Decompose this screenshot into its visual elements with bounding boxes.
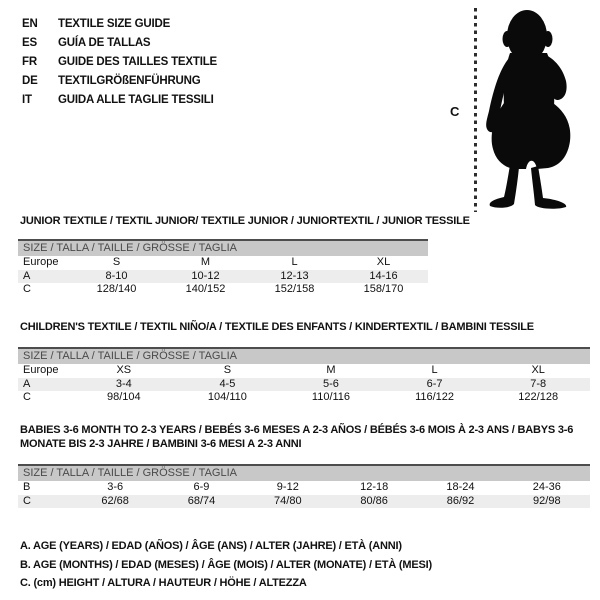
footnote: A. AGE (YEARS) / EDAD (AÑOS) / ÂGE (ANS) / ALTER (JAHRE) / ETÀ (ANNI) [20,540,402,552]
table-row [18,270,428,284]
table-row [18,364,590,378]
language-guide-title: TEXTILE SIZE GUIDE [58,18,171,30]
size-cell: S [112,256,121,268]
language-row [22,53,217,72]
size-header-bar: SIZE / TALLA / TAILLE / GRÖSSE / TAGLIA [18,465,590,481]
size-cell: 92/98 [504,495,590,509]
footnote: B. AGE (MONTHS) / EDAD (MESES) / ÂGE (MOIS) / ALTER (MONATE) / ETÀ (MESI) [20,558,432,571]
size-cell: 62/68 [72,495,158,509]
babies-size-table [18,464,590,508]
size-cell: 98/104 [106,391,141,403]
language-guide-title: GUIDA ALLE TAGLIE TESSILI [58,94,214,106]
section-title-babies: BABIES 3-6 MONTH TO 2-3 YEARS / BEBÉS 3-6 MESES A 2-3 AÑOS / BÉBÉS 3-6 MOIS À 2-3 ANS / BABYS 3-6 MONATE BIS 2-3 JAHRE / BAMBINI 3-6 MESI A 2-3 ANNI [20,424,574,450]
size-header-bar: SIZE / TALLA / TAILLE / GRÖSSE / TAGLIA [18,348,590,364]
table-row [18,256,428,270]
size-cell: 158/170 [363,283,404,295]
junior-size-table [18,239,428,297]
language-code: DE [22,75,38,87]
language-row [22,34,217,53]
size-cell: 18-24 [446,481,475,493]
size-cell: 9-12 [276,481,299,493]
language-code: ES [22,37,37,49]
language-title-list [22,15,217,110]
size-cell: 74/80 [245,495,331,509]
table-row [18,495,590,509]
row-label: Europe [23,364,59,376]
language-row [22,15,217,34]
language-guide-title: TEXTILGRÖßENFÜHRUNG [58,75,201,87]
language-code: FR [22,56,37,68]
table-row [18,283,428,297]
footnote: C. (cm) HEIGHT / ALTURA / HAUTEUR / HÖHE / ALTEZZA [20,577,307,589]
language-guide-title: GUÍA DE TALLAS [58,37,151,49]
row-label: C [18,495,72,509]
row-label: Europe [23,256,59,268]
size-cell: 3-6 [107,481,124,493]
size-cell: 68/74 [158,495,244,509]
row-label: B [23,481,31,493]
size-cell: 140/152 [185,283,226,295]
height-measure-label: C [450,104,460,119]
size-cell: 116/122 [415,391,455,403]
size-cell: 24-36 [532,481,561,493]
size-cell: XL [531,364,545,376]
footnote-legend [20,537,432,593]
size-cell: 12-18 [360,481,389,493]
size-cell: 3-4 [72,378,176,392]
size-header-bar: SIZE / TALLA / TAILLE / GRÖSSE / TAGLIA [18,240,428,256]
table-row [18,481,590,495]
row-label: C [23,283,31,295]
size-cell: 128/140 [96,283,137,295]
language-row [22,91,217,110]
size-cell: M [326,364,336,376]
size-cell: M [200,256,211,268]
row-label: C [23,391,31,403]
language-guide-title: GUIDE DES TAILLES TEXTILE [58,56,217,68]
size-cell: L [431,364,438,376]
table-row [18,378,590,392]
size-cell: XS [116,364,132,376]
section-title-children: CHILDREN'S TEXTILE / TEXTIL NIÑO/A / TEXTILE DES ENFANTS / KINDERTEXTIL / BAMBINI TESSILE [20,321,534,333]
children-size-table [18,347,590,405]
size-cell: 10-12 [161,270,250,284]
size-cell: 104/110 [207,391,247,403]
size-cell: 122/128 [518,391,559,403]
size-cell: 4-5 [176,378,280,392]
size-cell: XL [376,256,391,268]
size-cell: 110/116 [311,391,351,403]
table-row [18,391,590,405]
size-cell: 6-9 [193,481,210,493]
language-code: EN [22,18,38,30]
size-cell: 7-8 [486,378,590,392]
size-cell: S [223,364,232,376]
row-label: A [18,270,72,284]
baby-silhouette [484,9,579,209]
size-cell: 80/86 [331,495,417,509]
size-cell: 14-16 [339,270,428,284]
language-code: IT [22,94,32,106]
size-cell: 8-10 [72,270,161,284]
size-cell: L [291,256,298,268]
size-cell: 6-7 [383,378,487,392]
language-row [22,72,217,91]
row-label: A [18,378,72,392]
size-cell: 12-13 [250,270,339,284]
height-measure-dashed-line [474,8,477,212]
size-cell: 152/158 [274,283,315,295]
section-title-junior: JUNIOR TEXTILE / TEXTIL JUNIOR/ TEXTILE JUNIOR / JUNIORTEXTIL / JUNIOR TESSILE [20,215,470,227]
size-cell: 86/92 [417,495,503,509]
size-cell: 5-6 [279,378,383,392]
